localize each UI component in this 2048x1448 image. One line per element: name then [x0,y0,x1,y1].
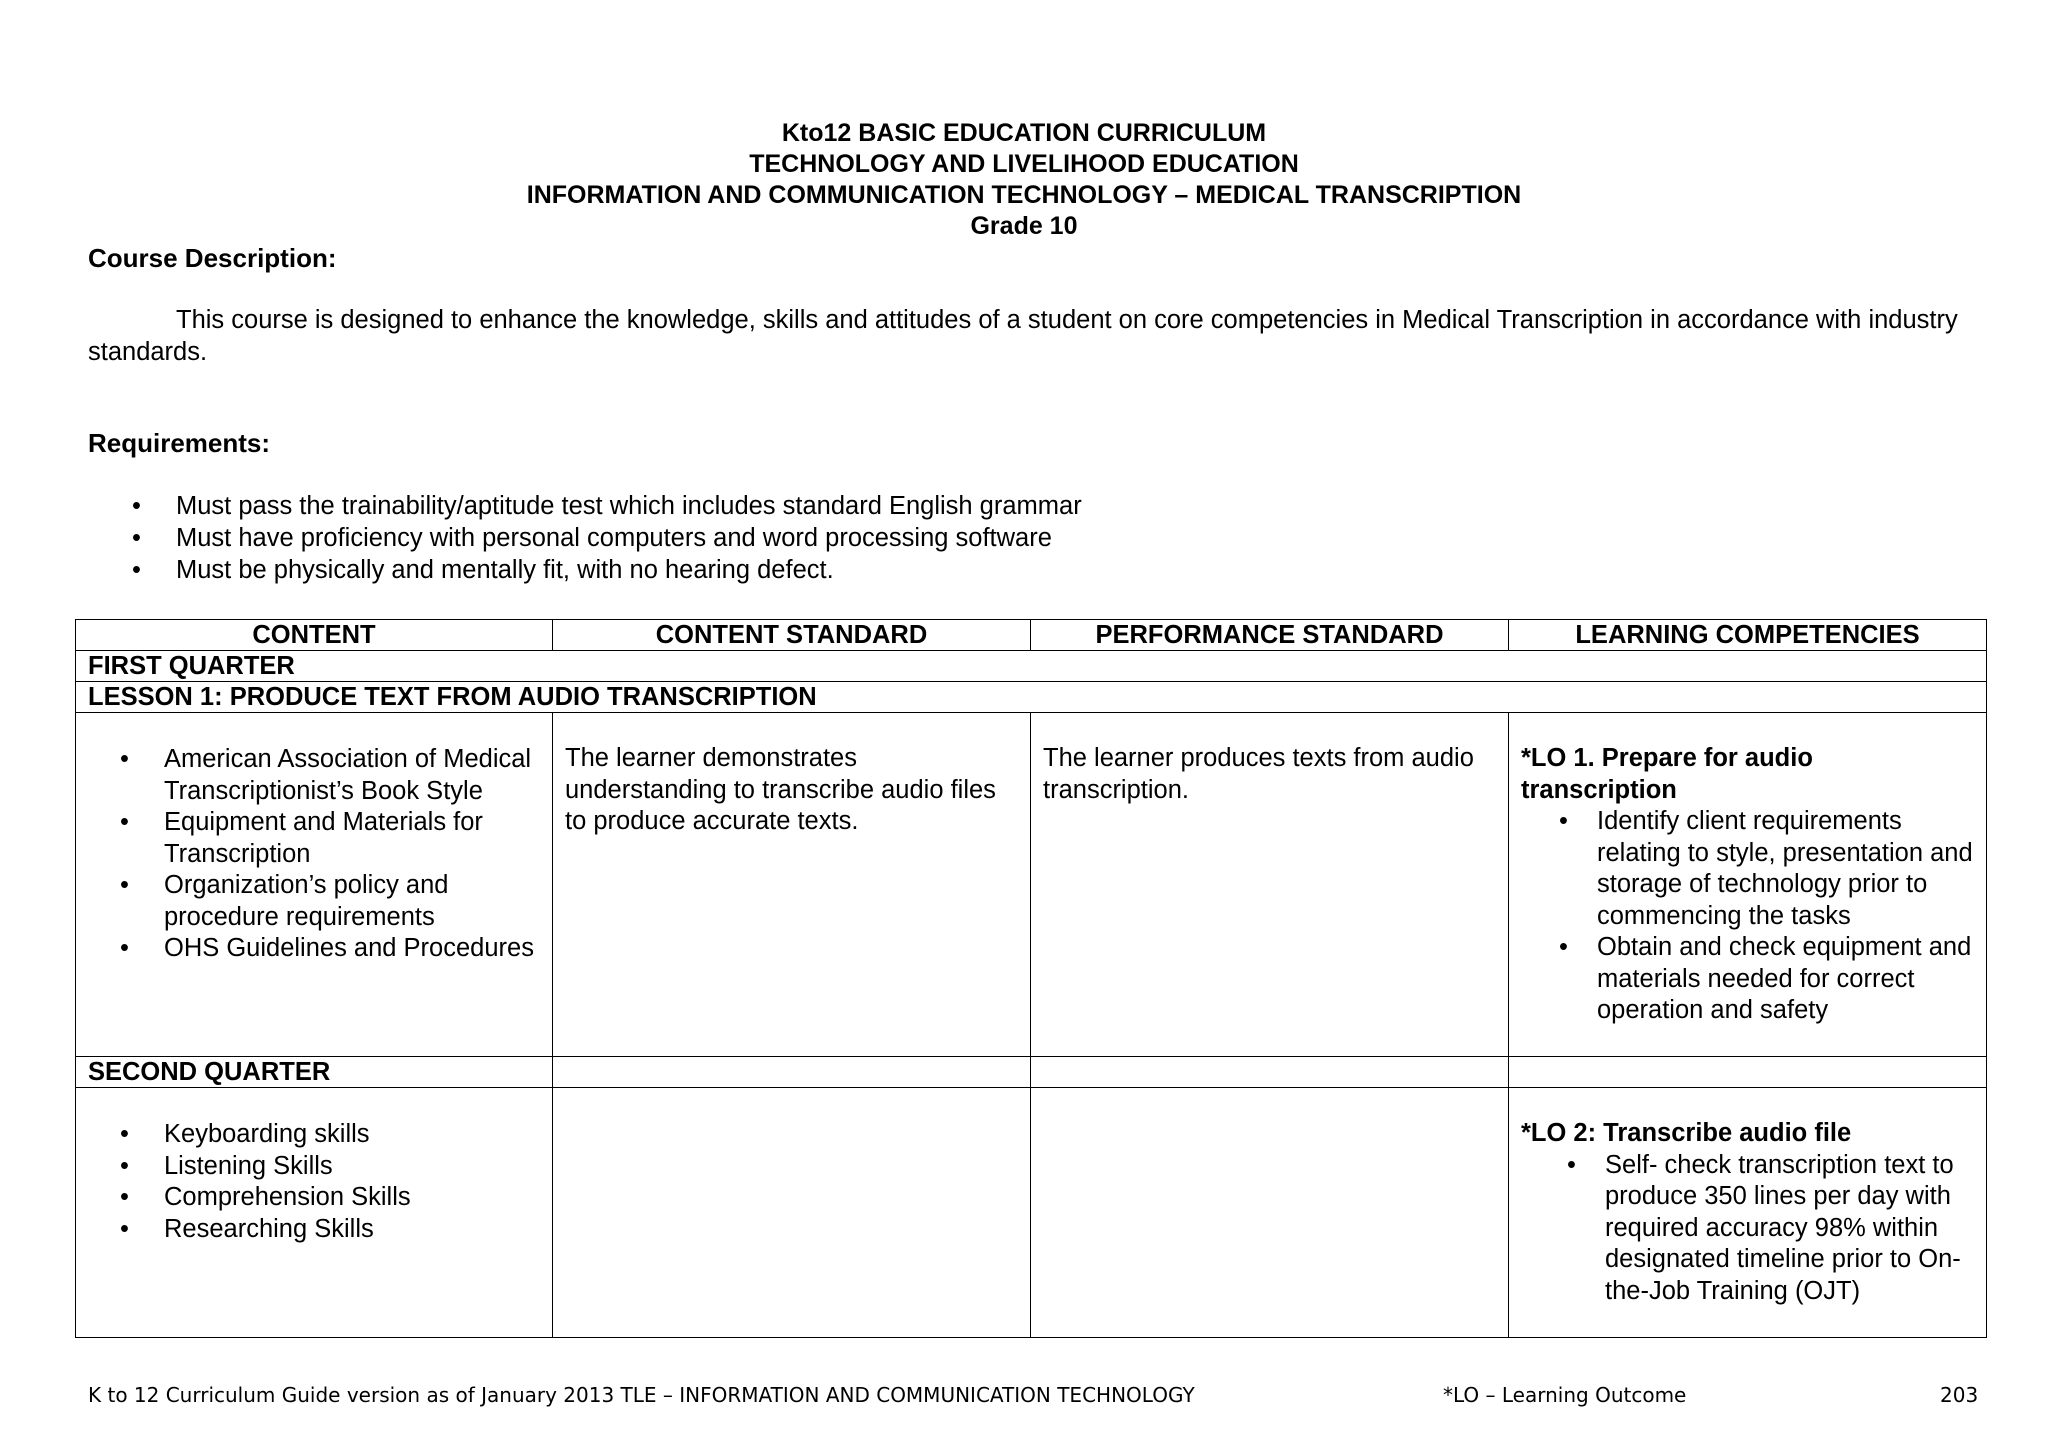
second-quarter-label: SECOND QUARTER [76,1057,553,1088]
competency-item: • Identify client requirements relating to style, presentation and storage of technology prior to commencing the tasks [1509,806,1974,932]
course-description-label: Course Description: [88,243,337,273]
competencies-cell [1509,1088,1987,1338]
content-item: • American Association of Medical Transcriptionist’s Book Style [76,744,544,807]
competencies-cell [1509,713,1987,1057]
empty-cell [1031,1088,1509,1338]
first-quarter-label: FIRST QUARTER [76,651,1987,682]
header-performance-standard: PERFORMANCE STANDARD [1031,620,1509,651]
table-row [76,1088,1987,1338]
empty-cell [553,1088,1031,1338]
competency-item: • Obtain and check equipment and materials needed for correct operation and safety [1509,932,1974,1027]
lo-2-title: *LO 2: Transcribe audio file [1521,1119,1852,1147]
first-quarter-row [76,651,1987,682]
content-item: • Keyboarding skills [76,1119,544,1151]
table-header-row [76,620,1987,651]
header-content: CONTENT [76,620,553,651]
requirement-item: • Must pass the trainability/aptitude test which includes standard English grammar [88,490,1082,522]
lo-1-title: *LO 1. Prepare for audio transcription [1521,744,1813,804]
requirements-label: Requirements: [88,428,271,458]
requirement-item: • Must be physically and mentally fit, with no hearing defect. [88,554,1082,586]
lesson-row [76,682,1987,713]
header-line-4: Grade 10 [970,212,1078,240]
course-description-text [88,304,1978,368]
lesson-1-title: LESSON 1: PRODUCE TEXT FROM AUDIO TRANSCRIPTION [76,682,1987,713]
header-line-1: Kto12 BASIC EDUCATION CURRICULUM [781,119,1267,147]
empty-cell [1509,1057,1987,1088]
page-number: 203 [1940,1383,1979,1407]
empty-cell [1031,1057,1509,1088]
content-item: • Researching Skills [76,1214,544,1246]
footer-legend: *LO – Learning Outcome [1443,1383,1687,1407]
competency-item: • Self- check transcription text to produce 350 lines per day with required accuracy 98% within designated timeline prior to On-the-Job Training (OJT) [1517,1150,1974,1308]
document-header [0,118,2048,242]
content-standard-cell: The learner demonstrates understanding to transcribe audio files to produce accurate texts. [553,713,1031,1057]
table-row [76,713,1987,1057]
content-item: • Listening Skills [76,1151,544,1183]
footer-left: K to 12 Curriculum Guide version as of January 2013 TLE – INFORMATION AND COMMUNICATION TECHNOLOGY [88,1383,1195,1407]
header-line-3: INFORMATION AND COMMUNICATION TECHNOLOGY – MEDICAL TRANSCRIPTION [526,181,1522,209]
content-item: • Comprehension Skills [76,1182,544,1214]
header-learning-competencies: LEARNING COMPETENCIES [1509,620,1987,651]
empty-cell [553,1057,1031,1088]
performance-standard-cell: The learner produces texts from audio transcription. [1031,713,1509,1057]
header-content-standard: CONTENT STANDARD [553,620,1031,651]
requirements-list [88,490,1082,586]
content-item: • OHS Guidelines and Procedures [76,933,544,965]
content-item: • Equipment and Materials for Transcription [76,807,544,870]
requirement-item: • Must have proficiency with personal computers and word processing software [88,522,1082,554]
curriculum-table [75,619,1987,1338]
content-item: • Organization’s policy and procedure requirements [76,870,544,933]
header-line-2: TECHNOLOGY AND LIVELIHOOD EDUCATION [749,150,1299,178]
second-quarter-row [76,1057,1987,1088]
content-cell [76,1088,553,1338]
content-cell [76,713,553,1057]
course-description-body: This course is designed to enhance the knowledge, skills and attitudes of a student on core competencies in Medical Transcription in accordance with industry standards. [88,306,1958,366]
